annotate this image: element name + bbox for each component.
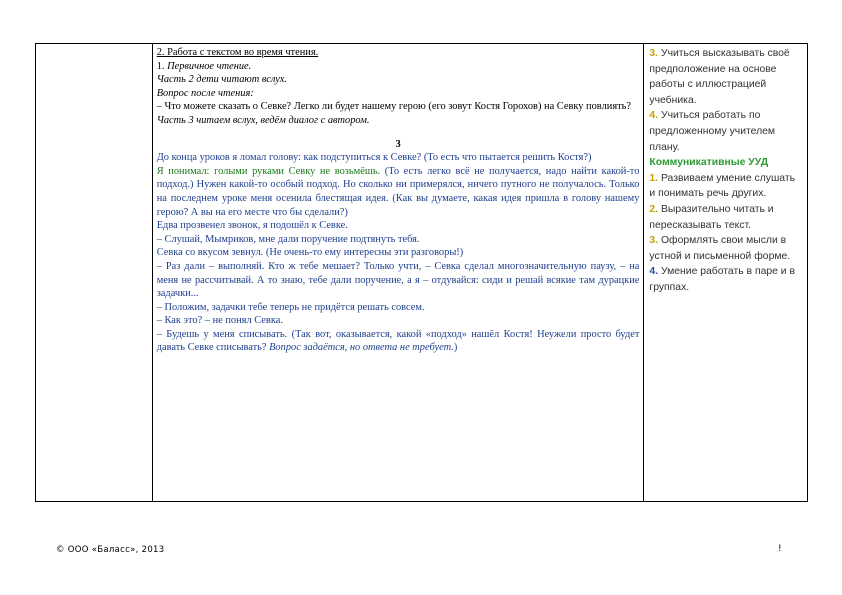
text-paragraph [157,165,640,219]
uud-item-text: Учиться высказывать своё предположение на основе работы с иллюстрацией учебника. [649,48,790,106]
paragraph-end: ) [453,342,458,354]
uud-item-number: 1. [649,172,659,184]
text-paragraph: До конца уроков я ломал голову: как подступиться к Севке? (То есть что пытается решить Костя?) [156,152,592,164]
stage-column [36,44,153,501]
step-title: Первичное чтение. [167,60,252,72]
section-heading: 2. Работа с текстом во время чтения. [156,47,319,58]
uud-item-text: Выразительно читать и пересказывать текст. [649,203,774,231]
uud-item-number: 4. [649,266,659,278]
paragraph-rest: (То есть легко всё не получается, надо найти какой-то подход.) Нужен какой-то особый подход. Но сколько ни примерялся, ничего путного не получалось. Только на последнем уроке меня осенила блестящая идея. (Как вы думаете, какая идея пришла в голову нашему герою? А вы на его месте что бы сделали?) [156,165,640,218]
text-paragraph: Едва прозвенел звонок, я подошёл к Севке. [156,220,348,232]
step-number: 1. [156,60,165,72]
uud-column [644,44,807,501]
text-section-number: 3 [395,138,401,150]
uud-item [649,233,801,264]
lesson-table [35,43,808,502]
page-mark: ! [778,544,782,554]
text-paragraph: – Слушай, Мымриков, мне дали поручение подтянуть тебя. [156,233,420,245]
uud-item-text: Умение работать в паре и в группах. [649,266,796,293]
uud-item-number: 4. [649,110,659,122]
text-paragraph: – Раз дали – выполняй. Кто ж тебе мешает? Только учти, – Севка сделал многозначительную паузу, – на меня не рассчитывай. А то знаю, тебе дали поручение, а я – отдувайся: сиди и решай всякие там дурацкие задачки... [156,260,640,300]
paragraph-part: – Будешь у меня списывать. (Так вот, оказывается, какой «подход» нашёл Костя! Неужели просто будет давать Севке списывать? [156,328,640,354]
paragraph-italic: Вопрос задаётся, но ответа не требует. [269,342,454,354]
question-label: Вопрос после чтения: [156,87,254,99]
uud-item [649,264,801,295]
communicative-uud-title: Коммуникативные УУД [649,157,769,169]
part3-instruction: Часть 3 читаем вслух, ведём диалог с автором. [156,114,370,126]
text-paragraph [157,328,640,355]
uud-item-number: 2. [649,203,659,215]
highlighted-sentence: Я понимал: голыми руками Севку не возьмёшь. [156,165,381,177]
uud-item [649,46,801,108]
question-text: – Что можете сказать о Севке? Легко ли будет нашему герою (его зовут Костя Горохов) на Севку повлиять? [156,101,631,113]
step-primary-reading [157,60,640,74]
part2-instruction: Часть 2 дети читают вслух. [156,74,287,86]
uud-item-number: 3. [649,235,659,247]
uud-item [649,171,801,202]
uud-item [649,108,801,155]
uud-item-text: Оформлять свои мысли в устной и письменной форме. [649,235,791,262]
uud-item-text: Учиться работать по предложенному учителем плану. [649,110,776,153]
footer-copyright: © ООО «Баласс», 2013 [56,545,165,555]
uud-item [649,202,801,233]
uud-item-text: Развиваем умение слушать и понимать речь других. [649,172,796,200]
text-paragraph: – Как это? – не понял Севка. [156,315,283,327]
text-paragraph: Севка со вкусом зевнул. (Не очень-то ему интересны эти разговоры!) [156,247,464,259]
uud-item-number: 3. [649,48,659,59]
content-column [153,44,645,501]
text-paragraph: – Положим, задачки тебе теперь не придётся решать совсем. [156,301,425,313]
